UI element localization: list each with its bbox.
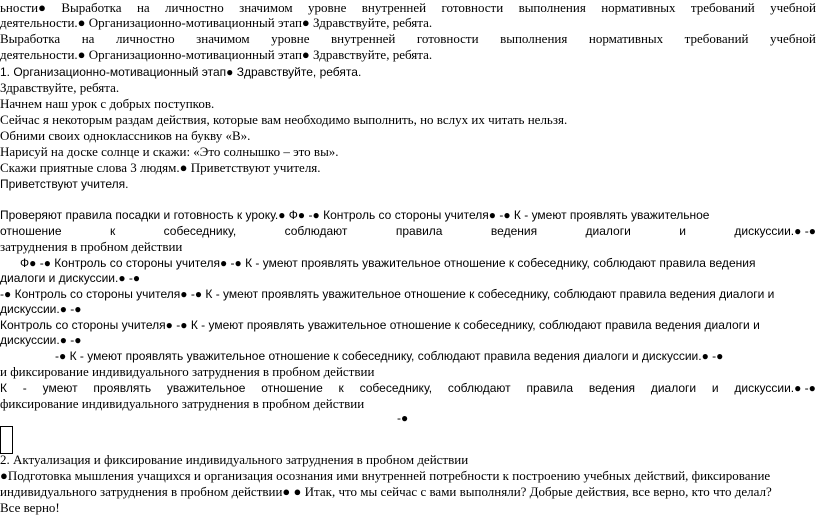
word: значимом	[196, 31, 250, 46]
word: Выработка	[0, 31, 61, 46]
word: внутренней	[361, 0, 427, 15]
section-heading-1: 1. Организационно-мотивационный этап● Здравствуйте, ребята.	[0, 65, 362, 79]
word: и	[711, 381, 719, 395]
word: нормативных	[588, 31, 664, 46]
line-12: Приветствуют учителя.	[0, 177, 129, 191]
word: умеют	[42, 381, 78, 395]
line-25: фиксирование индивидуального затруднения в пробном действии	[0, 396, 365, 411]
line-13: Проверяют правила посадки и готовность к уроку.● Ф● -● Контроль со стороны учителя● -● К - умеют проявлять уважительное	[0, 208, 710, 222]
line-20: Контроль со стороны учителя● -● К - умеют проявлять уважительное отношение к собеседнику, соблюдают правила ведения диалоги и	[0, 318, 760, 332]
line-17: диалоги и дискуссии.● -●	[0, 271, 141, 285]
line-07: Начнем наш урок с добрых поступков.	[0, 96, 215, 111]
section-heading-2: 2. Актуализация и фиксирование индивидуального затруднения в пробном действии	[0, 452, 469, 467]
word: проявлять	[93, 381, 152, 395]
word: дискуссии.● -●	[734, 224, 816, 238]
line-06: Здравствуйте, ребята.	[0, 80, 120, 95]
word: собеседнику,	[359, 381, 433, 395]
word: Выработка	[61, 0, 122, 15]
word: уважительное	[166, 381, 246, 395]
line-23: и фиксирование индивидуального затруднения в пробном действии	[0, 364, 375, 379]
word: -	[22, 381, 27, 395]
line-03	[0, 31, 816, 47]
word: собеседнику,	[163, 224, 237, 238]
line-18: -● Контроль со стороны учителя● -● К - умеют проявлять уважительное отношение к собеседнику, соблюдают правила ведения диалоги и	[0, 287, 775, 301]
line-22: -● К - умеют проявлять уважительное отношение к собеседнику, соблюдают правила ведения диалоги и дискуссии.● -●	[55, 349, 724, 363]
word: нормативных	[601, 0, 676, 15]
line-30: Все верно!	[0, 500, 60, 515]
word: требований	[684, 31, 749, 46]
line-16: Ф● -● Контроль со стороны учителя● -● К - умеют проявлять уважительное отношение к собеседнику, соблюдают правила ведения	[20, 256, 756, 270]
line-28: ●Подготовка мышления учащихся и организация осознания ими внутренней потребности к построению учебных действий, фиксирование	[0, 468, 771, 483]
line-02: деятельности.● Организационно-мотивационный этап● Здравствуйте, ребята.	[0, 15, 433, 30]
line-15: затруднения в пробном действии	[0, 239, 183, 254]
word: на	[81, 31, 95, 46]
word: к	[109, 224, 116, 238]
line-11: Скажи приятные слова 3 людям.● Приветствуют учителя.	[0, 160, 321, 175]
word: К	[0, 381, 7, 395]
word: соблюдают	[284, 224, 348, 238]
word: дискуссии.● -●	[734, 381, 816, 395]
word: диалоги	[650, 381, 697, 395]
word: учебной	[770, 31, 816, 46]
word: правила	[526, 381, 574, 395]
line-29: индивидуального затруднения в пробном действии● ● Итак, что мы сейчас с вами выполняли? Добрые действия, все верно, кто что делал?	[0, 484, 772, 499]
word: уровне	[308, 0, 347, 15]
word: выполнения	[518, 0, 586, 15]
line-09: Обними своих одноклассников на букву «В».	[0, 128, 251, 143]
word: правила	[395, 224, 443, 238]
word: на	[136, 0, 150, 15]
line-19: дискуссии.● -●	[0, 302, 82, 316]
word: личностно	[115, 31, 175, 46]
word: внутренней	[331, 31, 396, 46]
word: отношение	[261, 381, 323, 395]
word: к	[338, 381, 344, 395]
line-24	[0, 380, 816, 396]
line-21: дискуссии.● -●	[0, 333, 82, 347]
word: диалоги	[585, 224, 631, 238]
word: и	[679, 224, 686, 238]
empty-box	[0, 426, 13, 454]
word: значимом	[239, 0, 293, 15]
word: ьности●	[0, 0, 46, 15]
word: требований	[690, 0, 755, 15]
word: учебной	[770, 0, 816, 15]
line-08: Сейчас я некоторым раздам действия, которые вам необходимо выполнить, но вслух их читать нельзя.	[0, 112, 568, 127]
line-04: деятельности.● Организационно-мотивационный этап● Здравствуйте, ребята.	[0, 47, 433, 62]
line-01	[0, 0, 816, 16]
word: уровне	[271, 31, 310, 46]
word: готовности	[416, 31, 479, 46]
word: отношение	[0, 224, 62, 238]
word: выполнения	[500, 31, 568, 46]
word: личностно	[165, 0, 224, 15]
word: ведения	[490, 224, 538, 238]
line-10: Нарисуй на доске солнце и скажи: «Это солнышко – это вы».	[0, 144, 339, 159]
line-14	[0, 223, 816, 239]
word: ведения	[588, 381, 636, 395]
line-26: -●	[397, 411, 409, 425]
word: соблюдают	[447, 381, 511, 395]
word: готовности	[441, 0, 504, 15]
